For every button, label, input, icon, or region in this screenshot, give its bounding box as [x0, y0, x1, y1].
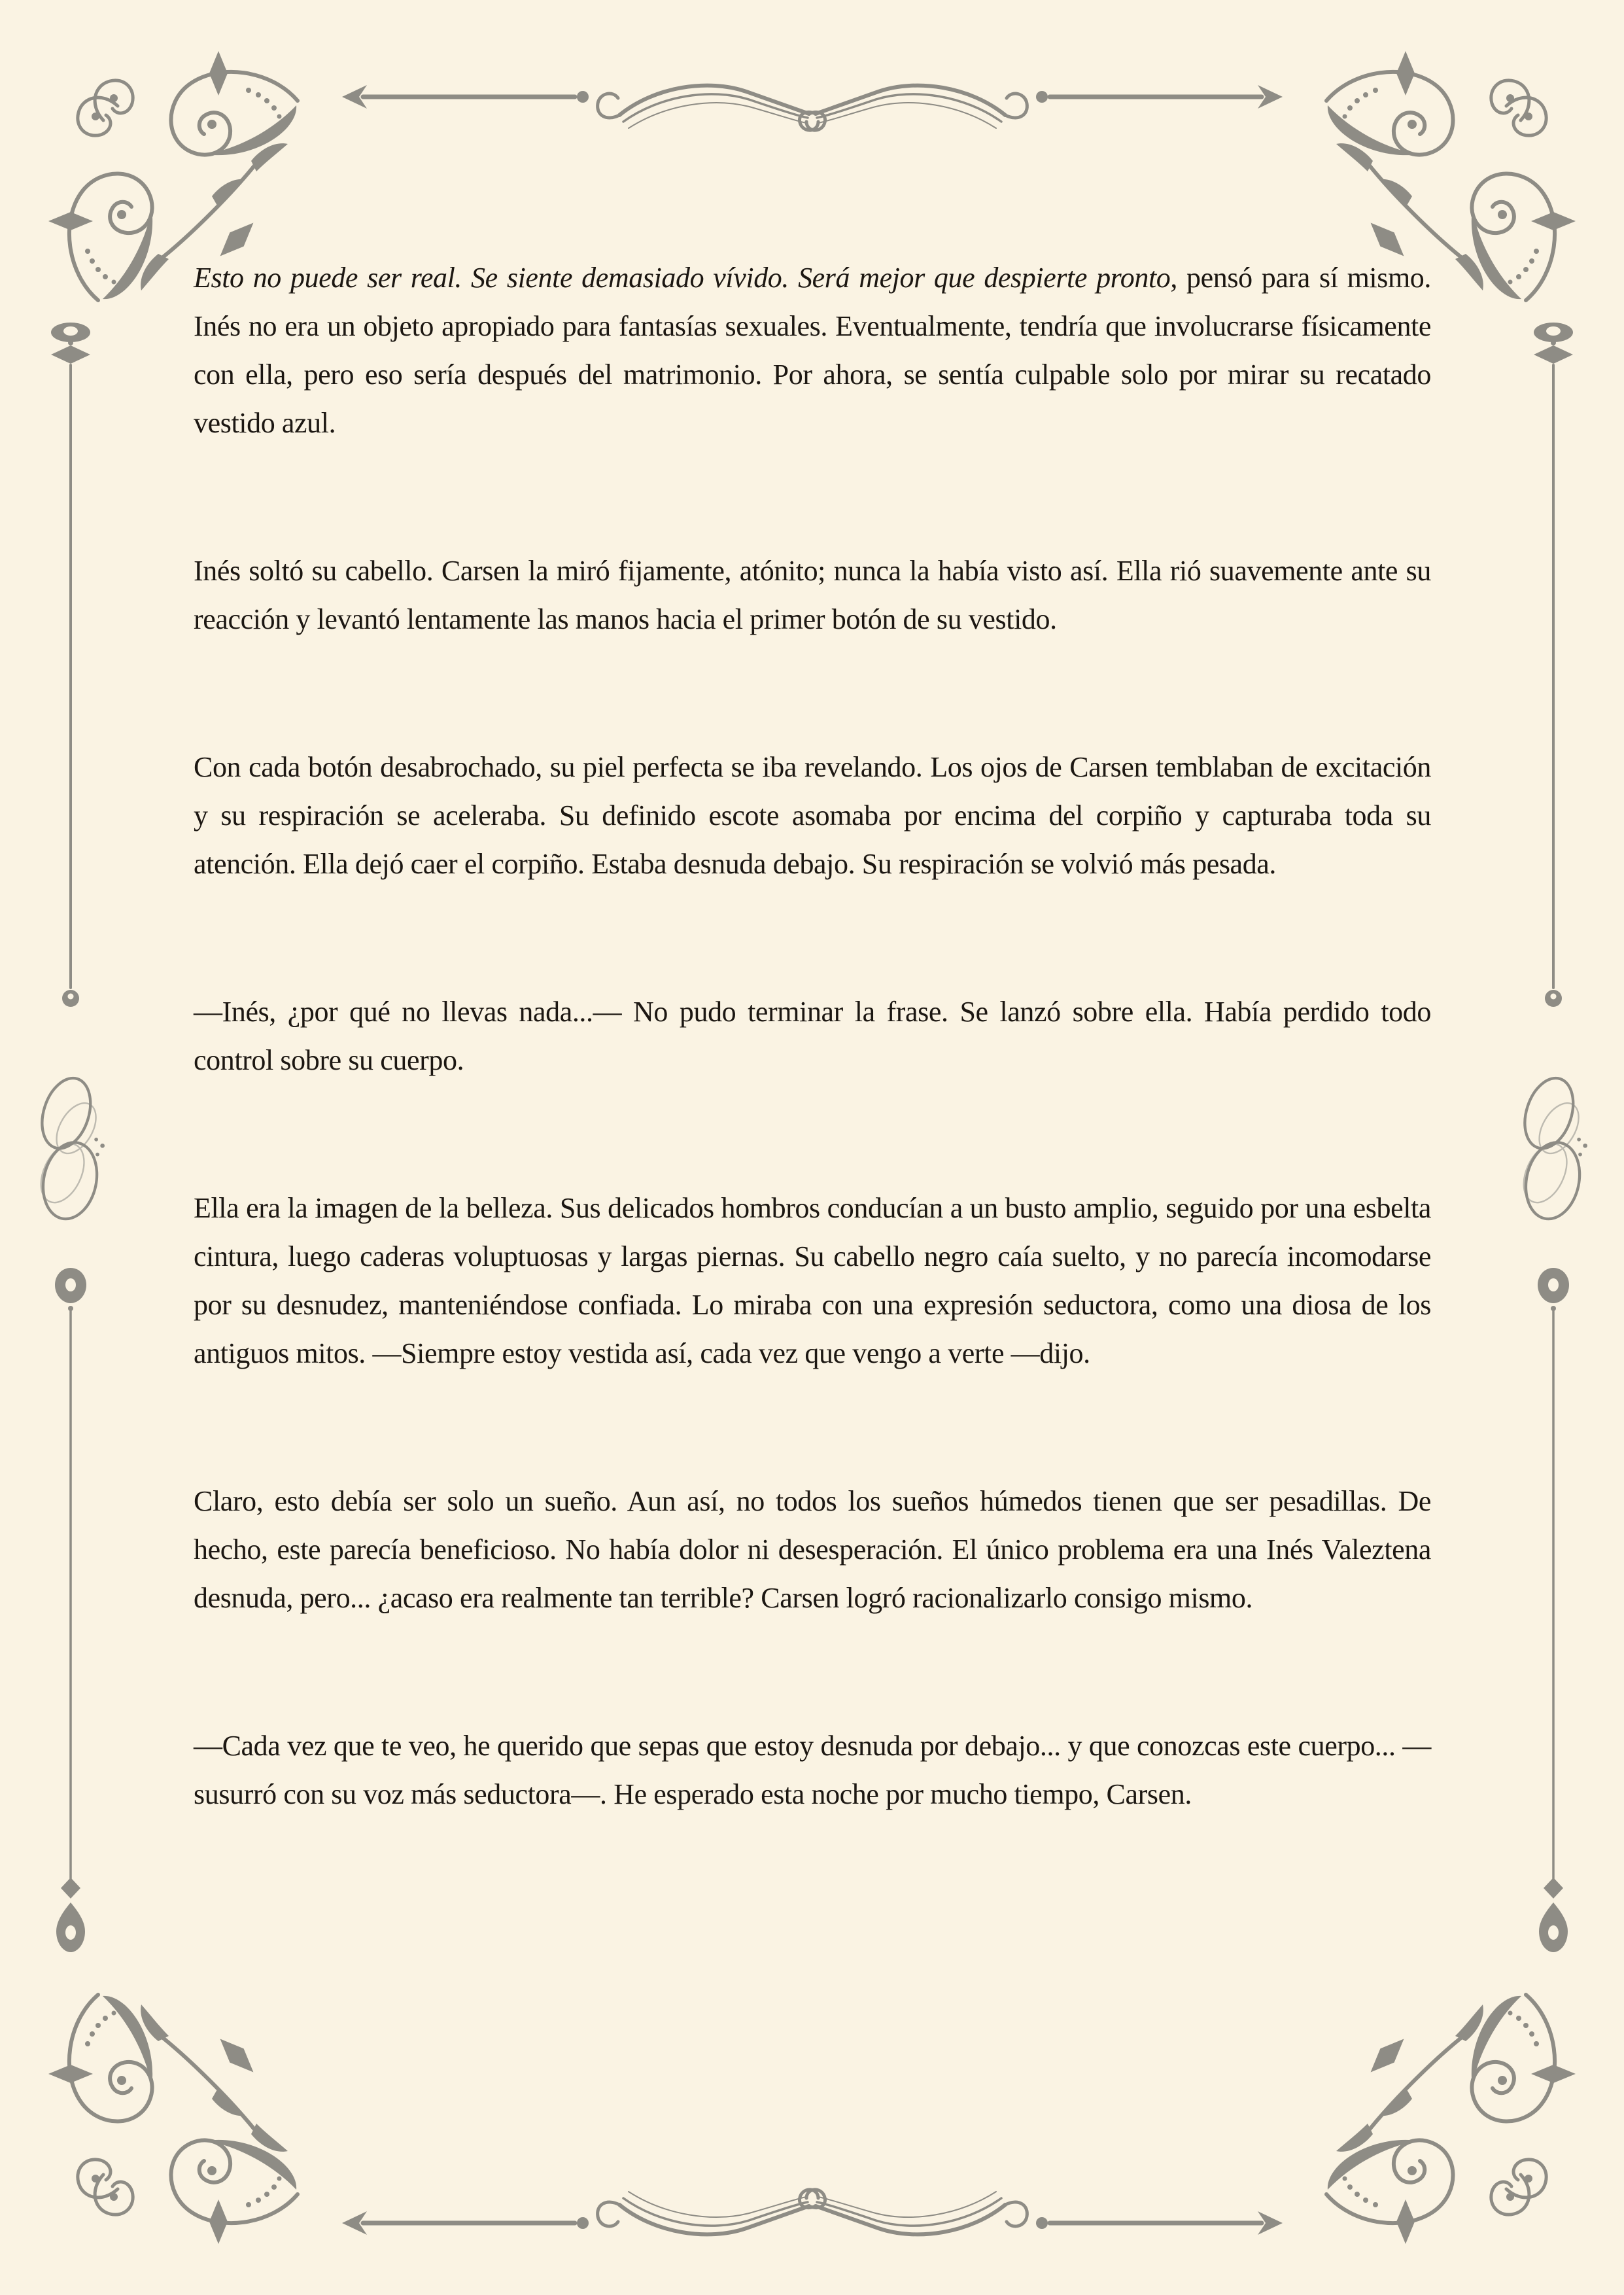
paragraph-1 — [194, 254, 1431, 447]
paragraph-1-rest: , pensó para sí mismo. Inés no era un objeto apropiado para fantasías sexuales. Eventualmente, tendría que involucrarse físicamente con ella, pero eso sería después del matrimonio. Por ahora, se sentía culpable solo por mirar su recatado vestido azul. — [194, 262, 1431, 439]
vertical-rod-ornament-left-upper — [44, 315, 97, 1022]
page-text — [194, 254, 1431, 1819]
vertical-rod-ornament-right-lower — [1527, 1265, 1580, 1965]
paragraph-6: Claro, esto debía ser solo un sueño. Aun así, no todos los sueños húmedos tienen que ser pesadillas. De hecho, este parecía beneficioso. No había dolor ni desesperación. El único problema era una Inés Valeztena desnuda, pero... ¿acaso era realmente tan terrible? Carsen logró racionalizarlo consigo mismo. — [194, 1485, 1431, 1614]
divider-ornament-top — [338, 51, 1287, 143]
figure-eight-flourish-icon-right — [1513, 1068, 1594, 1231]
paragraph-4: —Inés, ¿por qué no llevas nada...— No pudo terminar la frase. Se lanzó sobre ella. Había perdido todo control sobre su cuerpo. — [194, 996, 1431, 1076]
inner-thought-italic: Esto no puede ser real. Se siente demasiado vívido. Será mejor que despierte pronto — [194, 262, 1171, 294]
corner-flourish-ornament-bottom-left — [41, 1990, 302, 2252]
vertical-rod-ornament-right-upper — [1527, 315, 1580, 1022]
divider-ornament-bottom — [338, 2177, 1287, 2269]
figure-eight-flourish-icon-left — [30, 1068, 111, 1231]
paragraph-7: —Cada vez que te veo, he querido que sepas que estoy desnuda por debajo... y que conozcas este cuerpo... —susurró con su voz más seductora—. He esperado esta noche por mucho tiempo, Carsen. — [194, 1730, 1431, 1810]
paragraph-2: Inés soltó su cabello. Carsen la miró fijamente, atónito; nunca la había visto así. Ella rió suavemente ante su reacción y levantó lentamente las manos hacia el primer botón de su vestido. — [194, 555, 1431, 635]
vertical-rod-ornament-left-lower — [44, 1265, 97, 1965]
paragraph-5: Ella era la imagen de la belleza. Sus delicados hombros conducían a un busto amplio, seguido por una esbelta cintura, luego caderas voluptuosas y largas piernas. Su cabello negro caía suelto, y no parecía incomodarse por su desnudez, manteniéndose confiada. Lo miraba con una expresión seductora, como una diosa de los antiguos mitos. —Siempre estoy vestida así, cada vez que vengo a verte —dijo. — [194, 1192, 1431, 1369]
corner-flourish-ornament-bottom-right — [1322, 1990, 1583, 2252]
paragraph-3: Con cada botón desabrochado, su piel perfecta se iba revelando. Los ojos de Carsen temblaban de excitación y su respiración se aceleraba. Su definido escote asomaba por encima del corpiño y capturaba toda su atención. Ella dejó caer el corpiño. Estaba desnuda debajo. Su respiración se volvió más pesada. — [194, 751, 1431, 880]
